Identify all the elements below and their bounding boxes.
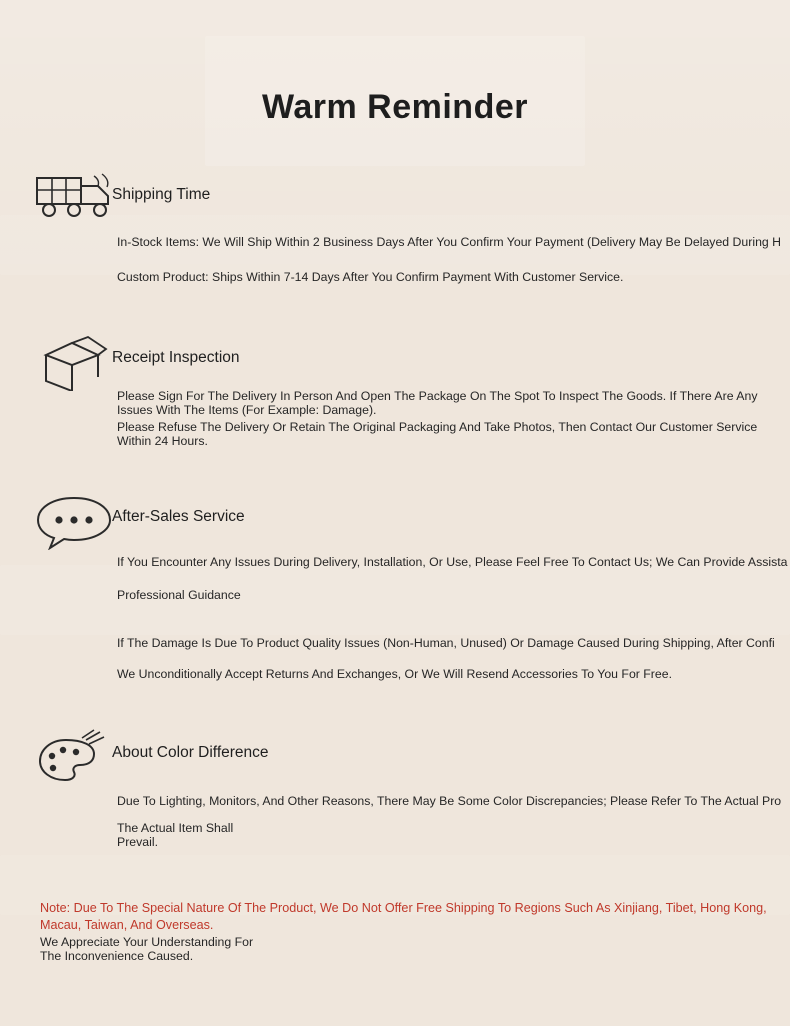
section-body-line: If You Encounter Any Issues During Delivery, Installation, Or Use, Please Feel Free To Contact Us; We Can Provide Assista [117,555,788,569]
section-heading: Shipping Time [112,186,211,203]
section-body-line: Custom Product: Ships Within 7-14 Days After You Confirm Payment With Customer Service. [117,270,624,284]
open-box-icon [32,333,116,391]
speech-bubble-icon [32,492,116,550]
section-color-difference [0,728,790,849]
paint-palette-icon [32,728,116,786]
section-body-line: Please Refuse The Delivery Or Retain The Original Packaging And Take Photos, Then Contact Our Customer Service Within 24 Hours. [117,420,758,448]
section-body-line: Please Sign For The Delivery In Person And Open The Package On The Spot To Inspect The Goods. If There Are Any Issues With The Items (For Example: Damage). [117,389,758,417]
section-body-line: If The Damage Is Due To Product Quality Issues (Non-Human, Unused) Or Damage Caused During Shipping, After Confi [117,636,775,650]
section-body-line: The Actual Item Shall Prevail. [117,821,234,849]
section-heading: About Color Difference [112,744,269,761]
page-title: Warm Reminder [262,88,528,126]
section-body-line: In-Stock Items: We Will Ship Within 2 Business Days After You Confirm Your Payment (Delivery May Be Delayed During H [117,235,782,249]
shipping-restriction-note: Note: Due To The Special Nature Of The Product, We Do Not Offer Free Shipping To Regions Such As Xinjiang, Tibet, Hong Kong, Macau, Taiwan, And Overseas. [40,901,767,932]
section-after-sales-service [0,492,790,681]
section-body-line: We Unconditionally Accept Returns And Exchanges, Or We Will Resend Accessories To You For Free. [117,667,672,681]
delivery-truck-icon [32,170,116,228]
section-body-line: Professional Guidance [117,588,241,602]
section-shipping-time [0,170,790,284]
section-heading: After-Sales Service [112,508,245,525]
apology-line-1: We Appreciate Your Understanding For [40,935,254,949]
section-receipt-inspection [0,333,790,448]
section-heading: Receipt Inspection [112,349,240,366]
section-body-line: Due To Lighting, Monitors, And Other Reasons, There May Be Some Color Discrepancies; Please Refer To The Actual Pro [117,794,782,808]
apology-line-2: The Inconvenience Caused. [40,949,194,963]
